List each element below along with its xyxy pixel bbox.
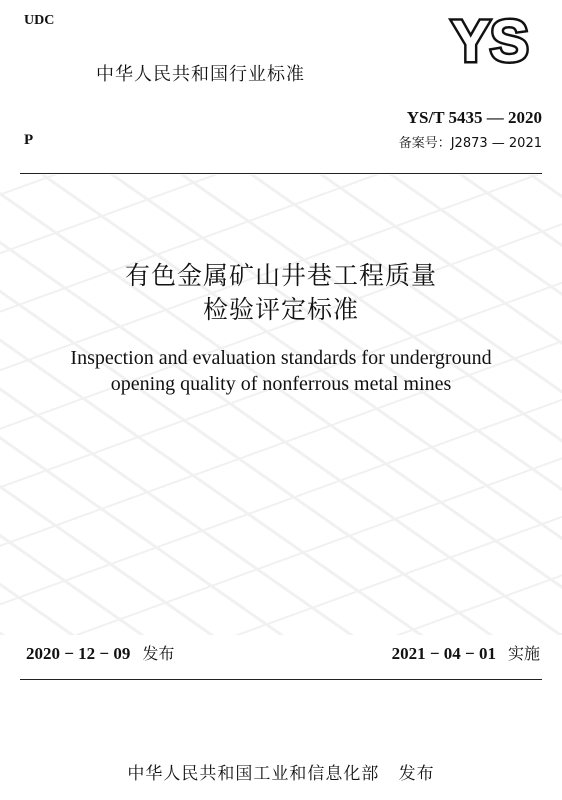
top-divider xyxy=(20,173,542,174)
classification-letter: P xyxy=(24,132,34,148)
bottom-divider xyxy=(20,679,542,680)
record-number: 备案号：J2873 — 2021 xyxy=(398,136,542,151)
title-en-line1: Inspection and evaluation standards for underground xyxy=(70,347,492,369)
standard-code: YS/T 5435 — 2020 xyxy=(406,108,542,127)
issue-date-block xyxy=(26,641,174,664)
title-cn-line2: 检验评定标准 xyxy=(202,295,359,324)
issue-date: 2020 − 12 − 09 xyxy=(26,644,131,663)
ys-logo xyxy=(437,11,543,67)
background-watermark xyxy=(0,175,562,635)
title-en-line2: opening quality of nonferrous metal mines xyxy=(110,373,452,395)
issue-word: 发布 xyxy=(142,644,175,663)
title-cn-line1: 有色金属矿山井巷工程质量 xyxy=(124,261,437,290)
udc-label: UDC xyxy=(24,13,55,28)
effective-date-block xyxy=(392,641,540,664)
ys-logo-text: YS xyxy=(451,11,529,67)
issuing-authority: 中华人民共和国工业和信息化部 发布 xyxy=(127,764,435,784)
effective-word: 实施 xyxy=(507,644,540,663)
ministry-heading: 中华人民共和国行业标准 xyxy=(96,64,305,85)
effective-date: 2021 − 04 − 01 xyxy=(391,644,496,663)
